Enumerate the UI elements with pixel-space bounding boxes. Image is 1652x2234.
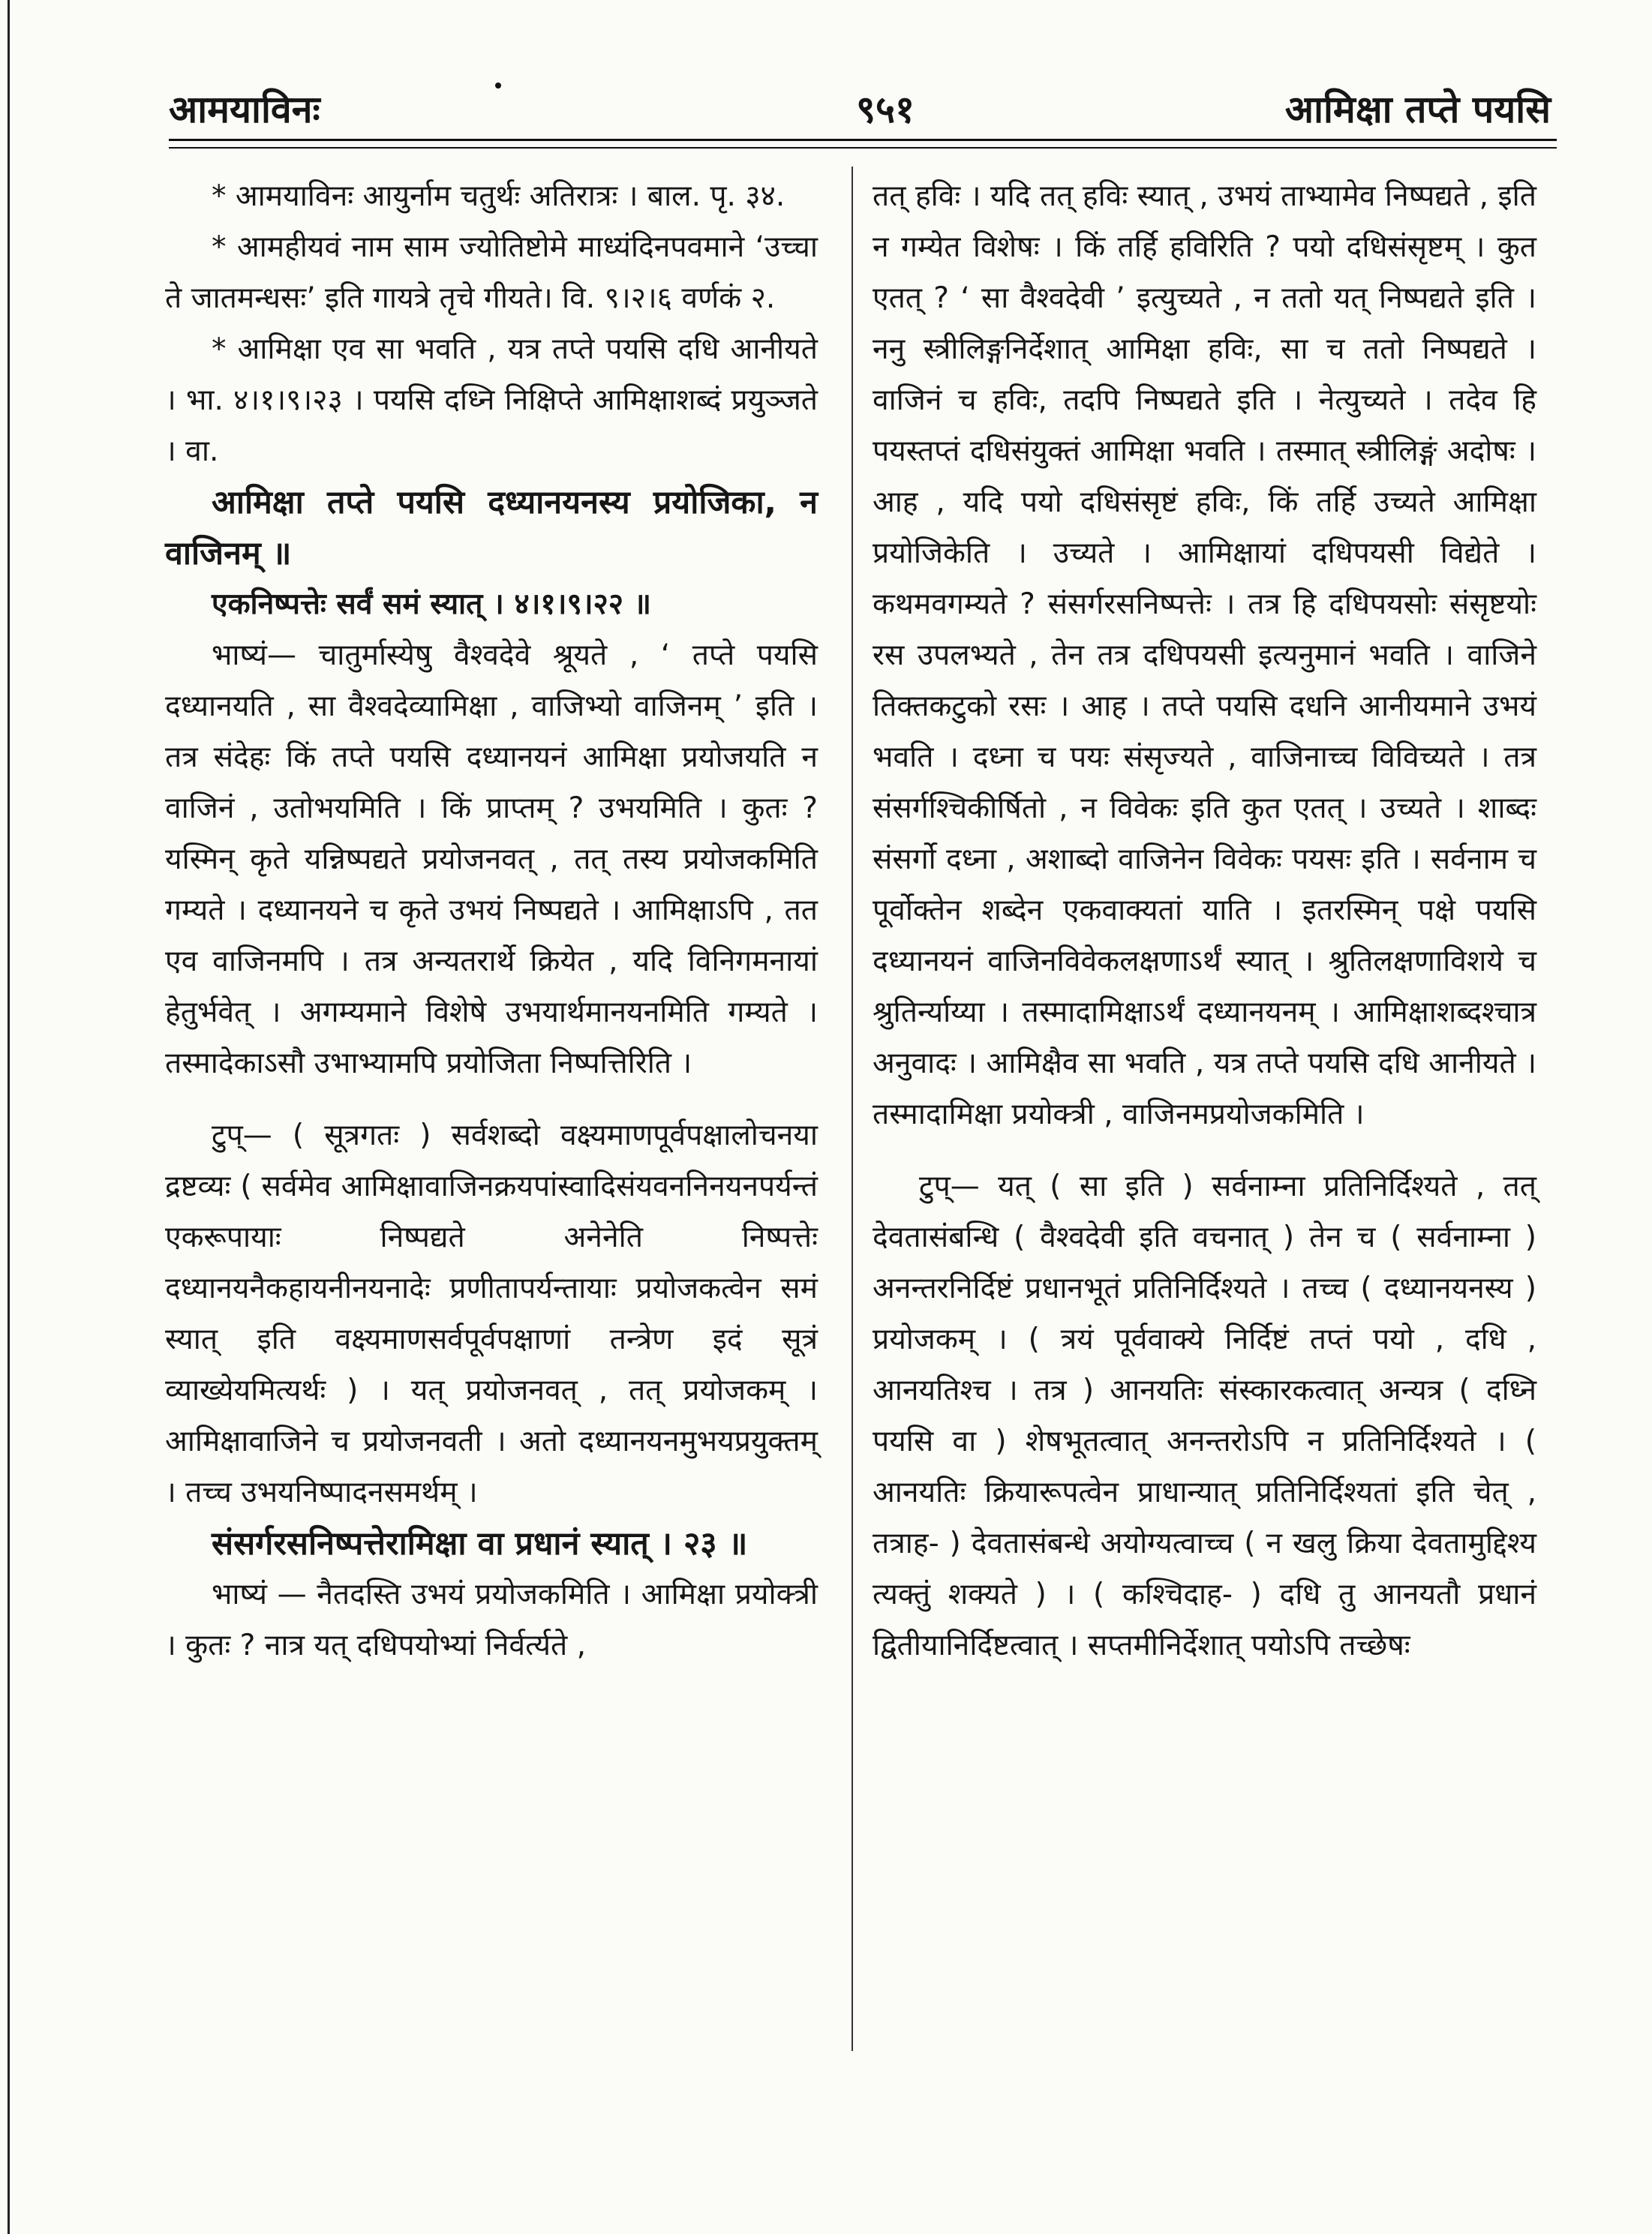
tup-23: टुप्— यत् ( सा इति ) सर्वनाम्ना प्रतिनिर्दिश्यते , तत् देवतासंबन्धि ( वैश्वदेवी इति वचनात् ) तेन च ( सर्वनाम्ना ) अनन्तरनिर्दिष्टं प्रधानभूतं प्रतिनिर्दिश्यते । तच्च ( दध्यानयनस्य ) प्रयोजकम् । ( त्रयं पूर्ववाक्ये निर्दिष्टं तप्तं पयो , दधि , आनयतिश्च । तत्र ) आनयतिः संस्कारकत्वात् अन्यत्र ( दध्नि पयसि वा ) शेषभूतत्वात् अनन्तरोऽपि न प्रतिनिर्दिश्यते । ( आनयतिः क्रियारूपत्वेन प्राधान्यात् प्रतिनिर्दिश्यतां इति चेत् , तत्राह- ) देवतासंबन्धे अयोग्यत्वाच्च ( न खलु क्रिया देवतामुद्दिश्य त्यक्तुं शक्यते ) । ( कश्चिदाह- ) दधि तु आनयतौ प्रधानं द्वितीयानिर्दिष्टत्वात् । सप्तमीनिर्देशात् पयोऽपि तच्छेषः bbox=[873, 1170, 1536, 1662]
sutra-22: एकनिष्पत्तेः सर्वं समं स्यात् । ४।१।९।२२ ॥ bbox=[212, 587, 652, 621]
bhashya-23: भाष्यं — नैतदस्ति उभयं प्रयोजकमिति । आमिक्षा प्रयोक्त्री । कुतः ? नात्र यत् दधिपयोभ्यां निर्वर्त्यते , bbox=[165, 1578, 818, 1662]
entry-amayavinah: * आमयाविनः आयुर्नाम चतुर्थः अतिरात्रः । बाल. पृ. ३४. bbox=[212, 179, 785, 213]
tup-22: टुप्— ( सूत्रगतः ) सर्वशब्दो वक्ष्यमाणपूर्वपक्षालोचनया द्रष्टव्यः ( सर्वमेव आमिक्षावाजिनक्रयपांस्वादिसंयवननिनयनपर्यन्तं एकरूपायाः निष्पद्यते अनेनेति निष्पत्तेः दध्यानयनैकहायनीनयनादेः प्रणीतापर्यन्तायाः प्रयोजकत्वेन समं स्यात् इति वक्ष्यमाणसर्वपूर्वपक्षाणां तन्त्रेण इदं सूत्रं व्याख्येयमित्यर्थः ) । यत् प्रयोजनवत् , तत् प्रयोजकम् । आमिक्षावाजिने च प्रयोजनवती । अतो दध्यानयनमुभयप्रयुक्तम् । तच्च उभयनिष्पादनसमर्थम् । bbox=[165, 1119, 818, 1509]
left-column bbox=[165, 171, 818, 1671]
sutra-23: संसर्गरसनिष्पत्तेरामिक्षा वा प्रधानं स्यात् । २३ ॥ bbox=[212, 1525, 748, 1563]
ink-dot bbox=[495, 83, 501, 89]
header-rule bbox=[169, 139, 1557, 141]
entry-amahiyavam: * आमहीयवं नाम साम ज्योतिष्टोमे माध्यंदिनपवमाने ‘उच्चा ते जातमन्धसः’ इति गायत्रे तृचे गीयते। वि. ९।२।६ वर्णकं २. bbox=[165, 230, 818, 315]
header-left: आमयाविनः bbox=[169, 88, 320, 131]
page-edge-line bbox=[8, 0, 10, 2234]
right-column bbox=[873, 171, 1536, 1671]
adhikarana-heading: आमिक्षा तप्ते पयसि दध्यानयनस्य प्रयोजिका, न वाजिनम् ॥ bbox=[165, 484, 818, 572]
page-number: ९५१ bbox=[856, 88, 915, 131]
header-rule-thin bbox=[169, 147, 1557, 149]
column-divider bbox=[852, 167, 853, 2051]
bhashya-23-continued: तत् हविः । यदि तत् हविः स्यात् , उभयं ताभ्यामेव निष्पद्यते , इति न गम्येत विशेषः । किं तर्हि हविरिति ? पयो दधिसंसृष्टम् । कुत एतत् ? ‘ सा वैश्वदेवी ’ इत्युच्यते , न ततो यत् निष्पद्यते इति । ननु स्त्रीलिङ्गनिर्देशात् आमिक्षा हविः, सा च ततो निष्पद्यते । वाजिनं च हविः, तदपि निष्पद्यते इति । नेत्युच्यते । तदेव हि पयस्तप्तं दधिसंयुक्तं आमिक्षा भवति । तस्मात् स्त्रीलिङ्गं अदोषः । आह , यदि पयो दधिसंसृष्टं हविः, किं तर्हि उच्यते आमिक्षा प्रयोजिकेति । उच्यते । आमिक्षायां दधिपयसी विद्येते । कथमवगम्यते ? संसर्गरसनिष्पत्तेः । तत्र हि दधिपयसोः संसृष्टयोः रस उपलभ्यते , तेन तत्र दधिपयसी इत्यनुमानं भवति । वाजिने तिक्तकटुको रसः । आह । तप्ते पयसि दधनि आनीयमाने उभयं भवति । दध्ना च पयः संसृज्यते , वाजिनाच्च विविच्यते । तत्र संसर्गश्चिकीर्षितो , न विवेकः इति कुत एतत् । उच्यते । शाब्दः संसर्गो दध्ना , अशाब्दो वाजिनेन विवेकः पयसः इति । सर्वनाम च पूर्वोक्तेन शब्देन एकवाक्यतां याति । इतरस्मिन् पक्षे पयसि दध्यानयनं वाजिनविवेकलक्षणाऽर्थं स्यात् । श्रुतिलक्षणाविशये च श्रुतिर्न्याय्या । तस्मादामिक्षाऽर्थं दध्यानयनम् । आमिक्षाशब्दश्चात्र अनुवादः । आमिक्षैव सा भवति , यत्र तप्ते पयसि दधि आनीयते । तस्मादामिक्षा प्रयोक्त्री , वाजिनमप्रयोजकमिति । bbox=[873, 179, 1536, 1131]
header-right: आमिक्षा तप्ते पयसि bbox=[1284, 88, 1551, 131]
bhashya-22: भाष्यं— चातुर्मास्येषु वैश्वदेवे श्रूयते , ‘ तप्ते पयसि दध्यानयति , सा वैश्वदेव्यामिक्षा , वाजिभ्यो वाजिनम् ’ इति । तत्र संदेहः किं तप्ते पयसि दध्यानयनं आमिक्षा प्रयोजयति न वाजिनं , उतोभयमिति । किं प्राप्तम् ? उभयमिति । कुतः ? यस्मिन् कृते यन्निष्पद्यते प्रयोजनवत् , तत् तस्य प्रयोजकमिति गम्यते । दध्यानयने च कृते उभयं निष्पद्यते । आमिक्षाऽपि , तत एव वाजिनमपि । तत्र अन्यतरार्थे क्रियेत , यदि विनिगमनायां हेतुर्भवेत् । अगम्यमाने विशेषे उभयार्थमानयनमिति गम्यते । तस्मादेकाऽसौ उभाभ्यामपि प्रयोजिता निष्पत्तिरिति । bbox=[165, 638, 818, 1080]
entry-amiksha: * आमिक्षा एव सा भवति , यत्र तप्ते पयसि दधि आनीयते । भा. ४।१।९।२३ । पयसि दध्नि निक्षिप्ते आमिक्षाशब्दं प्रयुञ्जते । वा. bbox=[165, 332, 818, 468]
